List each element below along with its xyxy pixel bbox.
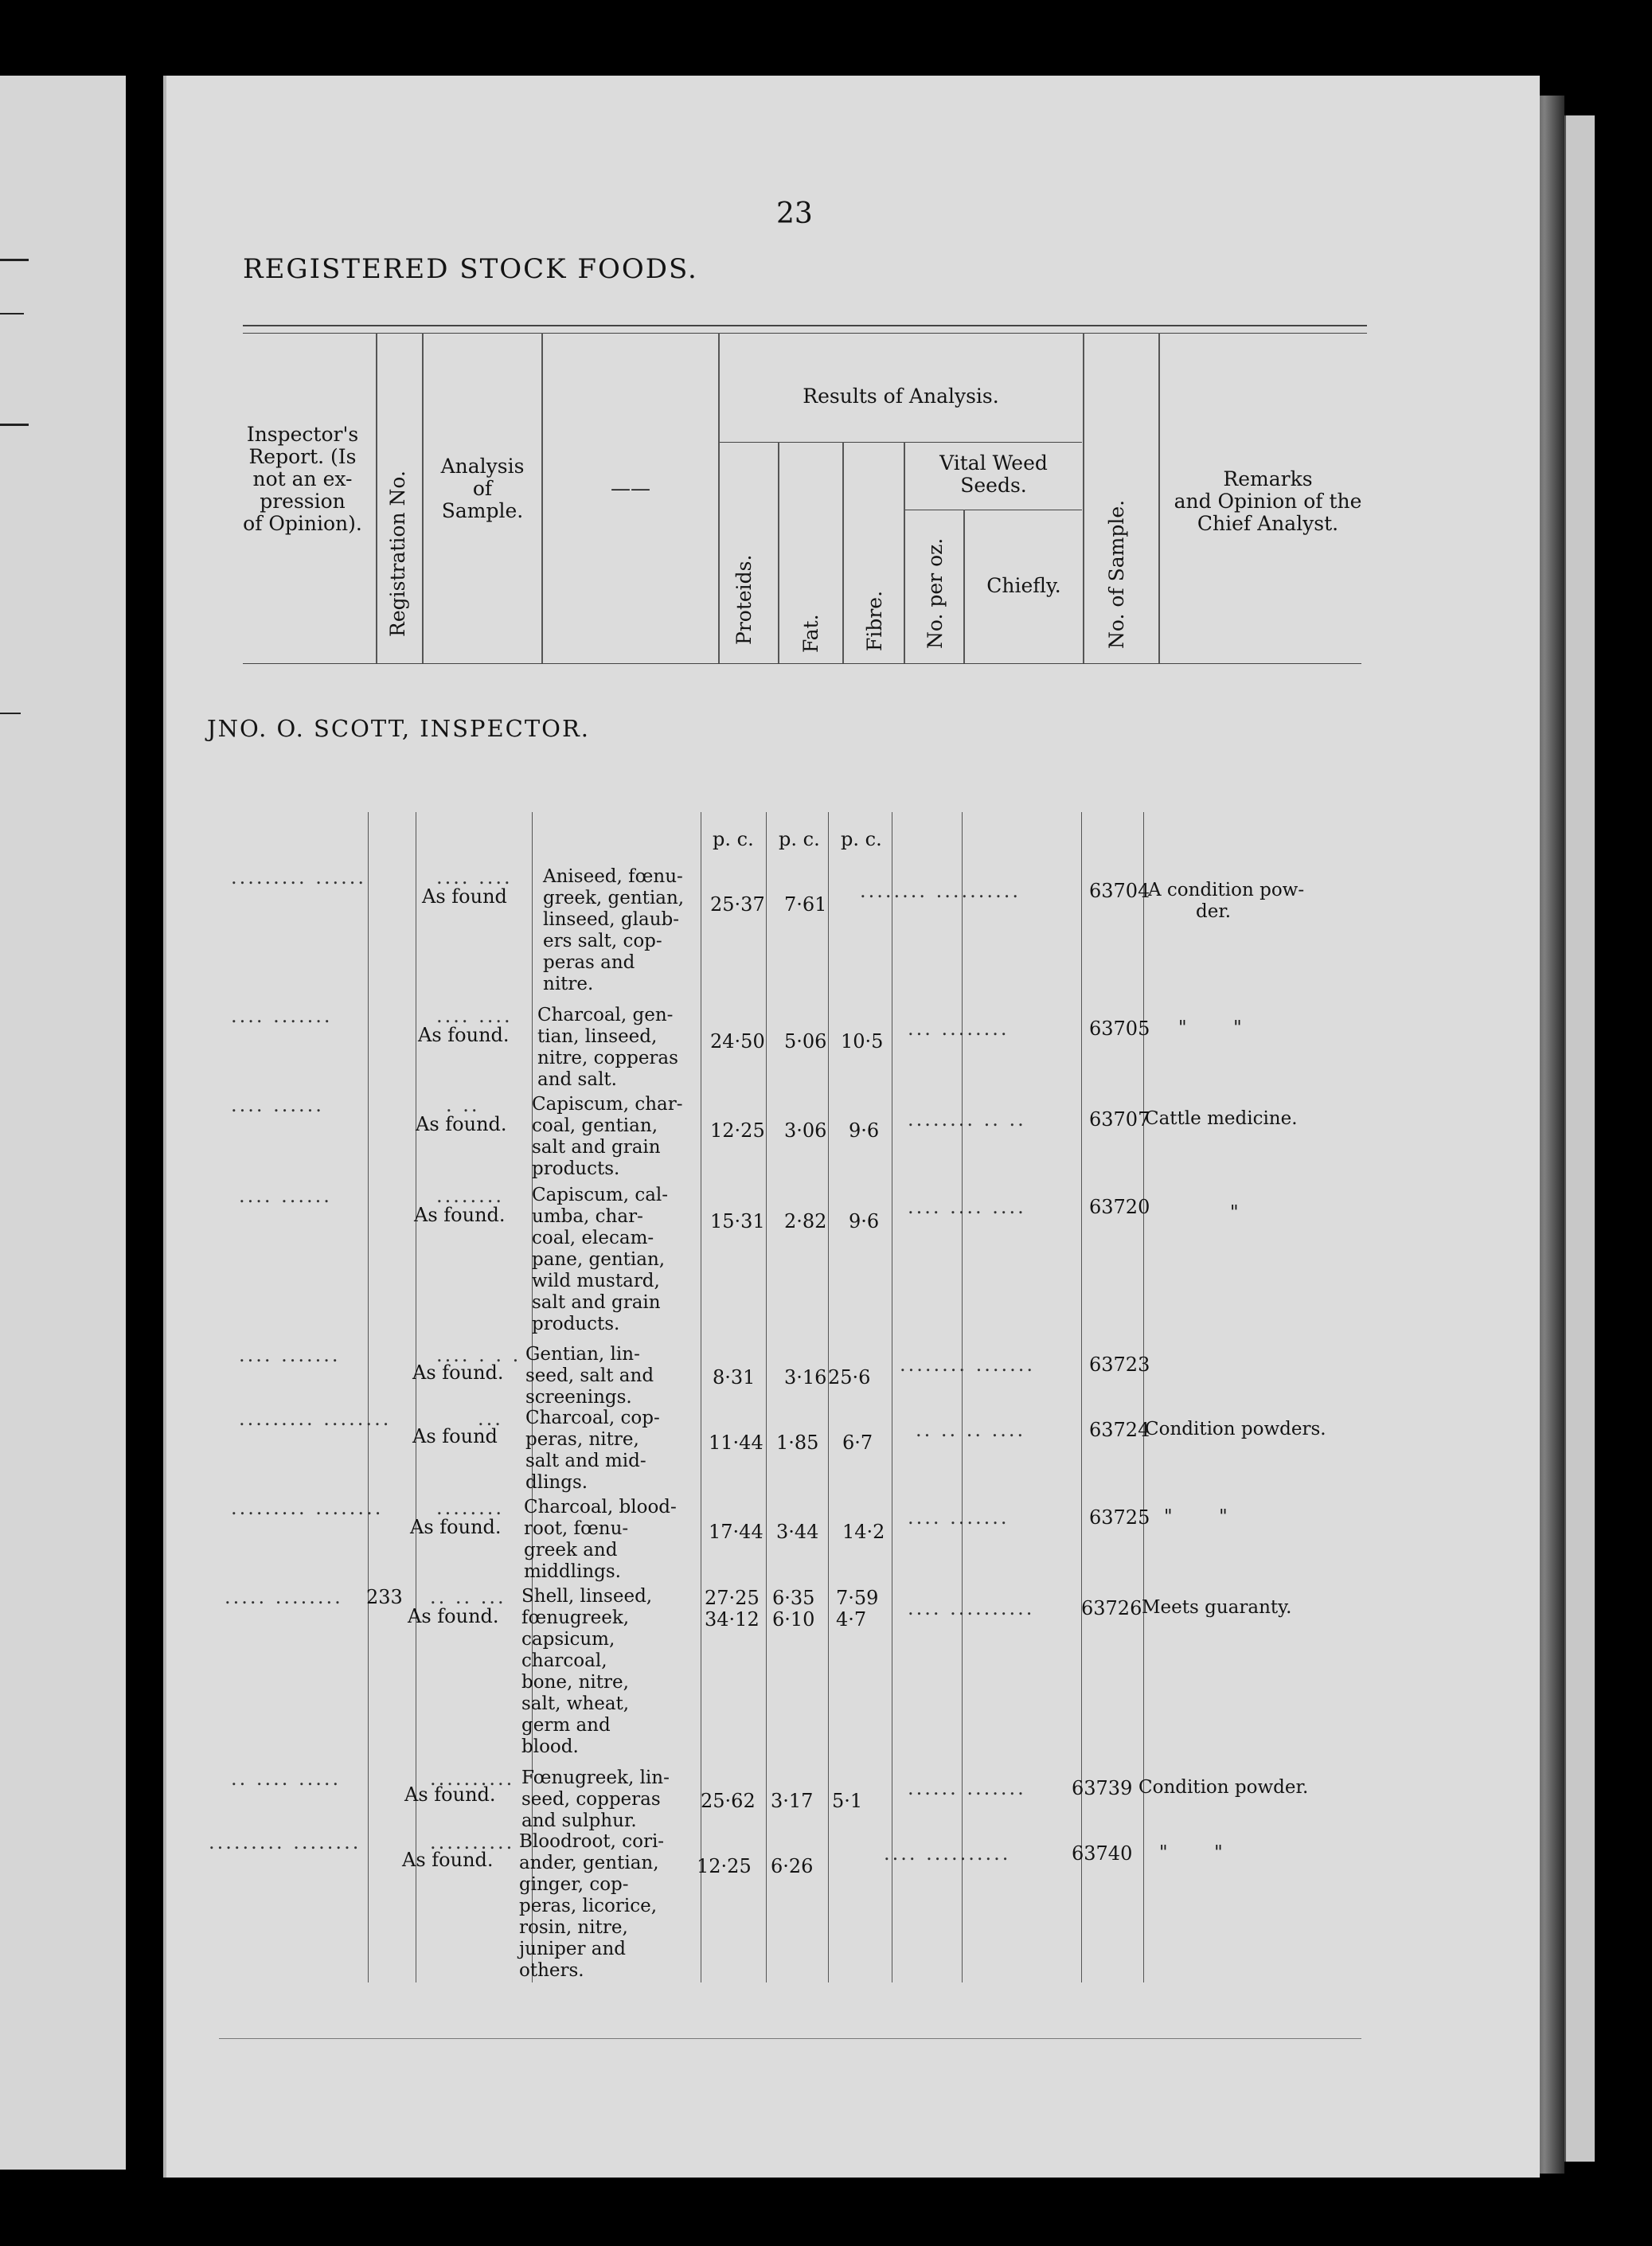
sample-no-cell: 63725 <box>1089 1506 1150 1529</box>
fat-cell: 2·82 <box>784 1210 827 1232</box>
analysis-cell: As found. <box>414 1204 506 1226</box>
inspector-report-header: Inspector's Report. (Is not an ex- pression of Opinion). <box>243 423 362 535</box>
analysis-cell: As found. <box>408 1605 499 1627</box>
proteids-cell: 17·44 <box>709 1521 764 1543</box>
remarks-cell: Cattle medicine. <box>1145 1108 1298 1129</box>
description-cell: Charcoal, gen- tian, linseed, nitre, copperas and salt. <box>537 1005 678 1090</box>
fibre-cell: 6·7 <box>842 1432 873 1454</box>
proteids-cell: 12·25 <box>697 1855 752 1877</box>
sample-no-cell: 63705 <box>1089 1018 1150 1040</box>
adjacent-page-edge <box>0 76 126 2170</box>
unit-label-fat: p. c. <box>779 828 820 850</box>
fibre-cell: 9·6 <box>849 1119 880 1142</box>
fat-header: Fat. <box>799 614 822 653</box>
chiefly-header: Chiefly. <box>986 574 1061 597</box>
fibre-cell: 5·1 <box>832 1790 863 1812</box>
remarks-cell: A condition pow- der. <box>1148 880 1305 922</box>
fat-cell: 3·06 <box>784 1119 827 1142</box>
analysis-cell: As found. <box>410 1516 502 1538</box>
analysis-cell: As found. <box>418 1024 510 1046</box>
vital-weed-seeds-header: Vital Weed Seeds. <box>939 451 1048 497</box>
remarks-cell: Meets guaranty. <box>1142 1597 1292 1618</box>
sample-no-cell: 63724 <box>1089 1419 1150 1441</box>
fat-cell: 3·44 <box>776 1521 819 1543</box>
inspector-heading: JNO. O. SCOTT, INSPECTOR. <box>207 715 590 742</box>
description-cell: Shell, linseed, fœnugreek, capsicum, charcoal, bone, nitre, salt, wheat, germ and blood. <box>521 1586 653 1757</box>
remarks-cell: " " <box>1164 1506 1228 1527</box>
description-cell: Capiscum, char- coal, gentian, salt and grain products. <box>532 1094 683 1179</box>
description-cell: Bloodroot, cori- ander, gentian, ginger, cop- peras, licorice, rosin, nitre, juniper and others. <box>519 1831 665 1981</box>
results-of-analysis-header: Results of Analysis. <box>803 385 999 408</box>
remarks-cell: Condition powder. <box>1138 1777 1309 1798</box>
fibre-cell: 14·2 <box>842 1521 885 1543</box>
analysis-cell: As found. <box>412 1361 504 1384</box>
proteids-cell: 12·25 <box>710 1119 765 1142</box>
remarks-cell: " " <box>1159 1842 1223 1863</box>
proteids-cell: 8·31 <box>713 1366 756 1389</box>
remarks-header: Remarks and Opinion of the Chief Analyst. <box>1174 467 1362 535</box>
proteids-header: Proteids. <box>732 554 756 645</box>
sample-no-cell: 63707 <box>1089 1108 1150 1131</box>
description-cell: Fœnugreek, lin- seed, copperas and sulphur. <box>521 1768 670 1831</box>
no-of-sample-header: No. of Sample. <box>1105 499 1128 649</box>
remarks-cell: " " <box>1178 1018 1242 1038</box>
sample-no-cell: 63739 <box>1072 1777 1133 1799</box>
fibre-cell: 25·6 <box>828 1366 871 1389</box>
unit-label-fibre: p. c. <box>841 828 882 850</box>
analysis-cell: As found. <box>404 1783 496 1806</box>
sample-no-cell: 63726 <box>1081 1597 1142 1619</box>
fat-cell: 6·35 6·10 <box>772 1587 815 1631</box>
fat-cell: 1·85 <box>776 1432 819 1454</box>
proteids-cell: 11·44 <box>709 1432 764 1454</box>
analysis-cell: As found. <box>416 1113 507 1135</box>
proteids-cell: 15·31 <box>710 1210 765 1232</box>
fibre-header: Fibre. <box>863 590 886 651</box>
proteids-cell: 25·62 <box>701 1790 756 1812</box>
remarks-cell: " <box>1230 1202 1239 1223</box>
analysis-of-sample-header: Analysis of Sample. <box>440 455 525 522</box>
analysis-cell: As found <box>412 1425 498 1447</box>
page-stack-edge <box>1564 115 1595 2162</box>
unit-label-proteids: p. c. <box>713 828 754 850</box>
proteids-cell: 25·37 <box>710 893 765 916</box>
analysis-cell: As found <box>422 885 507 908</box>
blank-column-header: —— <box>611 477 650 500</box>
sample-no-cell: 63704 <box>1089 880 1150 902</box>
fibre-cell: 7·59 4·7 <box>836 1587 879 1631</box>
page-title: REGISTERED STOCK FOODS. <box>243 253 698 285</box>
fat-cell: 5·06 <box>784 1030 827 1053</box>
page-number: 23 <box>776 197 813 230</box>
fibre-cell: 9·6 <box>849 1210 880 1232</box>
sample-no-cell: 63723 <box>1089 1353 1150 1376</box>
fat-cell: 3·17 <box>771 1790 814 1812</box>
remarks-cell: Condition powders. <box>1145 1419 1326 1439</box>
description-cell: Gentian, lin- seed, salt and screenings. <box>525 1344 654 1408</box>
registration-no-header: Registration No. <box>386 471 409 637</box>
fat-cell: 6·26 <box>771 1855 814 1877</box>
proteids-cell: 24·50 <box>710 1030 765 1053</box>
sample-no-cell: 63720 <box>1089 1196 1150 1218</box>
no-per-oz-header: No. per oz. <box>924 537 947 649</box>
fibre-cell: 10·5 <box>841 1030 884 1053</box>
description-cell: Capiscum, cal- umba, char- coal, elecam- pane, gentian, wild mustard, salt and grain products. <box>532 1185 669 1334</box>
proteids-cell: 27·25 34·12 <box>705 1587 760 1631</box>
description-cell: Charcoal, blood- root, fœnu- greek and middlings. <box>524 1497 677 1582</box>
analysis-cell: As found. <box>402 1849 494 1871</box>
registration-cell: 233 <box>366 1586 403 1608</box>
fat-cell: 7·61 <box>784 893 827 916</box>
fat-cell: 3·16 <box>784 1366 827 1389</box>
sample-no-cell: 63740 <box>1072 1842 1133 1865</box>
description-cell: Charcoal, cop- peras, nitre, salt and mid- dlings. <box>525 1408 660 1493</box>
description-cell: Aniseed, fœnu- greek, gentian, linseed, glaub- ers salt, cop- peras and nitre. <box>543 866 685 994</box>
